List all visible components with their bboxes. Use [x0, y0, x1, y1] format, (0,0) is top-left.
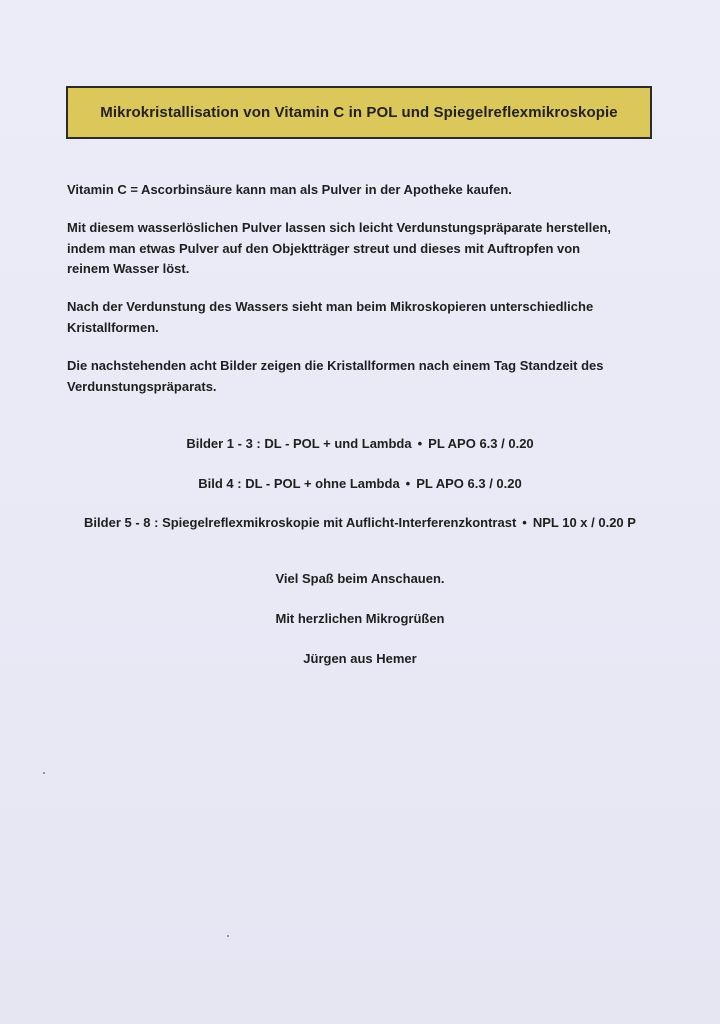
bullet-icon: • [522, 515, 527, 530]
image-spec-line [0, 476, 720, 491]
paragraph-line: Mit diesem wasserlöslichen Pulver lassen sich leicht Verdunstungspräparate herstellen, [67, 220, 612, 235]
signature: Jürgen aus Hemer [303, 651, 417, 666]
paragraph-intro [67, 180, 657, 201]
paragraph-line: reinem Wasser löst. [67, 261, 190, 276]
image-spec-objective: NPL 10 x / 0.20 P [532, 515, 636, 530]
image-spec-label: Bilder 1 - 3 : DL - POL + und Lambda [186, 436, 412, 451]
image-spec-label: Bilder 5 - 8 : Spiegelreflexmikroskopie mit Auflicht-Interferenzkontrast [84, 515, 517, 530]
greeting-line: Mit herzlichen Mikrogrüßen [275, 611, 445, 626]
bullet-icon: • [405, 476, 411, 491]
paper-speck [43, 772, 45, 774]
title-banner [66, 86, 652, 139]
bullet-icon: • [417, 436, 423, 451]
paragraph-preparation [67, 218, 657, 280]
paragraph-evaporation [67, 297, 657, 338]
paragraph-images [67, 356, 657, 397]
image-spec-label: Bild 4 : DL - POL + ohne Lambda [198, 476, 400, 491]
document-title: Mikrokristallisation von Vitamin C in POL und Spiegelreflexmikroskopie [100, 104, 618, 121]
paper-speck [227, 935, 229, 937]
paragraph-line: Vitamin C = Ascorbinsäure kann man als Pulver in der Apotheke kaufen. [67, 182, 512, 197]
image-spec-line [0, 436, 720, 451]
closing-line: Viel Spaß beim Anschauen. [275, 571, 445, 586]
image-spec-line [0, 515, 720, 530]
image-spec-objective: PL APO 6.3 / 0.20 [428, 436, 534, 451]
paragraph-line: indem man etwas Pulver auf den Objektträger streut und dieses mit Auftropfen von [67, 240, 581, 256]
paragraph-line: Verdunstungspräparats. [67, 378, 217, 394]
paragraph-line: Nach der Verdunstung des Wassers sieht man beim Mikroskopieren unterschiedliche [67, 299, 594, 314]
image-spec-objective: PL APO 6.3 / 0.20 [416, 476, 522, 491]
paragraph-line: Die nachstehenden acht Bilder zeigen die Kristallformen nach einem Tag Standzeit des [67, 358, 604, 373]
paragraph-line: Kristallformen. [67, 319, 159, 335]
